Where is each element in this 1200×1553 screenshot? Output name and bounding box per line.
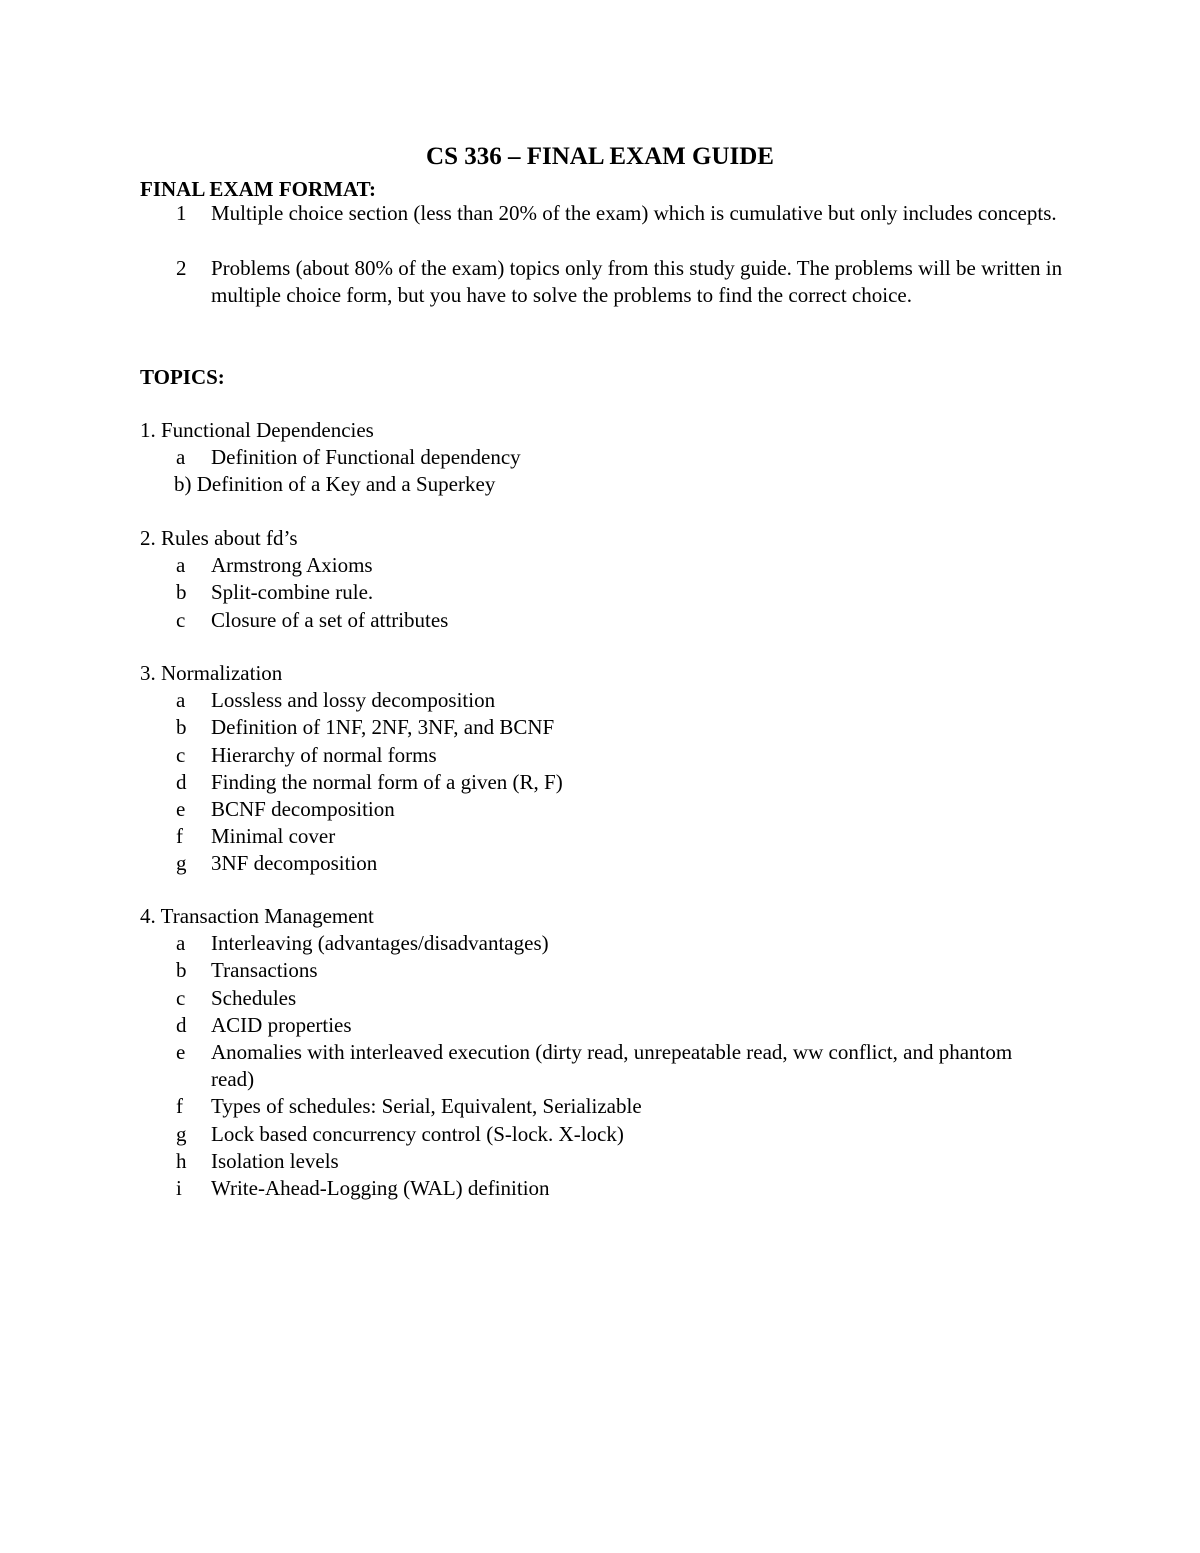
subitem-letter: g: [176, 851, 187, 876]
subitem-text: Minimal cover: [211, 824, 336, 849]
topic-subitem: [140, 985, 1140, 1012]
subitem-letter: g: [176, 1121, 187, 1146]
topics-heading: TOPICS:: [140, 365, 225, 389]
topic-subitem: [140, 796, 1140, 823]
subitem-letter: d: [176, 1012, 187, 1037]
topic-subitem: [140, 687, 1140, 714]
subitem-text: Definition of Functional dependency: [211, 445, 521, 470]
topic-subitem: [140, 579, 1140, 606]
topic-title: 2. Rules about fd’s: [140, 526, 298, 550]
subitem-letter: c: [176, 607, 186, 632]
subitem-letter: h: [176, 1148, 187, 1173]
format-item-number: 1: [176, 201, 187, 225]
subitem-text: ACID properties: [211, 1012, 352, 1037]
subitem-letter: e: [176, 1040, 186, 1064]
subitem-letter: b: [176, 715, 187, 740]
topic-subitem: [140, 769, 1140, 796]
topic-subitem: [140, 471, 1140, 498]
subitem-text: 3NF decomposition: [211, 851, 378, 876]
subitem-text: Armstrong Axioms: [211, 553, 373, 578]
subitem-text: Transactions: [211, 958, 318, 983]
topic-section: [140, 417, 1140, 499]
subitem-letter: a: [176, 445, 186, 470]
subitem-letter: b: [176, 958, 187, 983]
topic-subitem: [140, 444, 1140, 471]
subitem-letter: d: [176, 769, 187, 794]
subitem-text: Closure of a set of attributes: [211, 607, 449, 632]
topic-subitem: [140, 1039, 1140, 1093]
topic-subitem: [140, 714, 1140, 741]
format-heading: FINAL EXAM FORMAT:: [140, 177, 377, 201]
subitem-text: b) Definition of a Key and a Superkey: [174, 472, 496, 497]
topic-subitem: [140, 930, 1140, 957]
topic-subitem: [140, 1012, 1140, 1039]
topic-subitem: [140, 552, 1140, 579]
subitem-letter: a: [176, 553, 186, 578]
subitem-letter: f: [176, 824, 183, 849]
topic-subitem: [140, 742, 1140, 769]
format-item-number: 2: [176, 256, 187, 280]
subitem-text: Schedules: [211, 985, 297, 1010]
topic-subitem: [140, 607, 1140, 634]
format-item-text: Multiple choice section (less than 20% of the exam) which is cumulative but only includes concepts.: [211, 201, 1057, 225]
topic-subitem: [140, 850, 1140, 877]
subitem-text: Interleaving (advantages/disadvantages): [211, 931, 549, 956]
subitem-text: Finding the normal form of a given (R, F): [211, 769, 563, 794]
subitem-text: Split-combine rule.: [211, 580, 374, 605]
subitem-text: Write-Ahead-Logging (WAL) definition: [211, 1176, 550, 1201]
topic-subitem: [140, 823, 1140, 850]
subitem-letter: f: [176, 1094, 183, 1119]
topic-subitem: [140, 1175, 1140, 1202]
subitem-text: Types of schedules: Serial, Equivalent, Serializable: [211, 1094, 642, 1119]
subitem-letter: e: [176, 797, 186, 821]
subitem-letter: b: [176, 580, 187, 605]
topic-title: 1. Functional Dependencies: [140, 418, 374, 442]
topic-subitem: [140, 957, 1140, 984]
subitem-text: Hierarchy of normal forms: [211, 742, 437, 767]
topic-subitem: [140, 1121, 1140, 1148]
subitem-letter: c: [176, 742, 186, 767]
topic-section: [140, 903, 1140, 1202]
subitem-text: Isolation levels: [211, 1148, 339, 1173]
subitem-text: Definition of 1NF, 2NF, 3NF, and BCNF: [211, 715, 555, 740]
topic-section: [140, 525, 1140, 634]
subitem-letter: a: [176, 688, 186, 713]
subitem-letter: i: [176, 1176, 182, 1201]
topic-subitem: [140, 1093, 1140, 1120]
subitem-text: BCNF decomposition: [211, 797, 395, 821]
topic-subitem: [140, 1148, 1140, 1175]
document-title: CS 336 – FINAL EXAM GUIDE: [426, 143, 774, 170]
topic-section: [140, 660, 1140, 878]
format-item-text: Problems (about 80% of the exam) topics only from this study guide. The problems will be written in multiple choice form, but you have to solve the problems to find the correct choice.: [211, 256, 1063, 308]
topic-title: 4. Transaction Management: [140, 904, 374, 928]
subitem-text: Lock based concurrency control (S-lock. X-lock): [211, 1121, 624, 1146]
subitem-text: Lossless and lossy decomposition: [211, 688, 496, 713]
topic-title: 3. Normalization: [140, 661, 283, 685]
subitem-letter: c: [176, 985, 186, 1010]
subitem-letter: a: [176, 931, 186, 956]
subitem-text: Anomalies with interleaved execution (dirty read, unrepeatable read, ww conflict, and phantom read): [211, 1040, 1013, 1092]
